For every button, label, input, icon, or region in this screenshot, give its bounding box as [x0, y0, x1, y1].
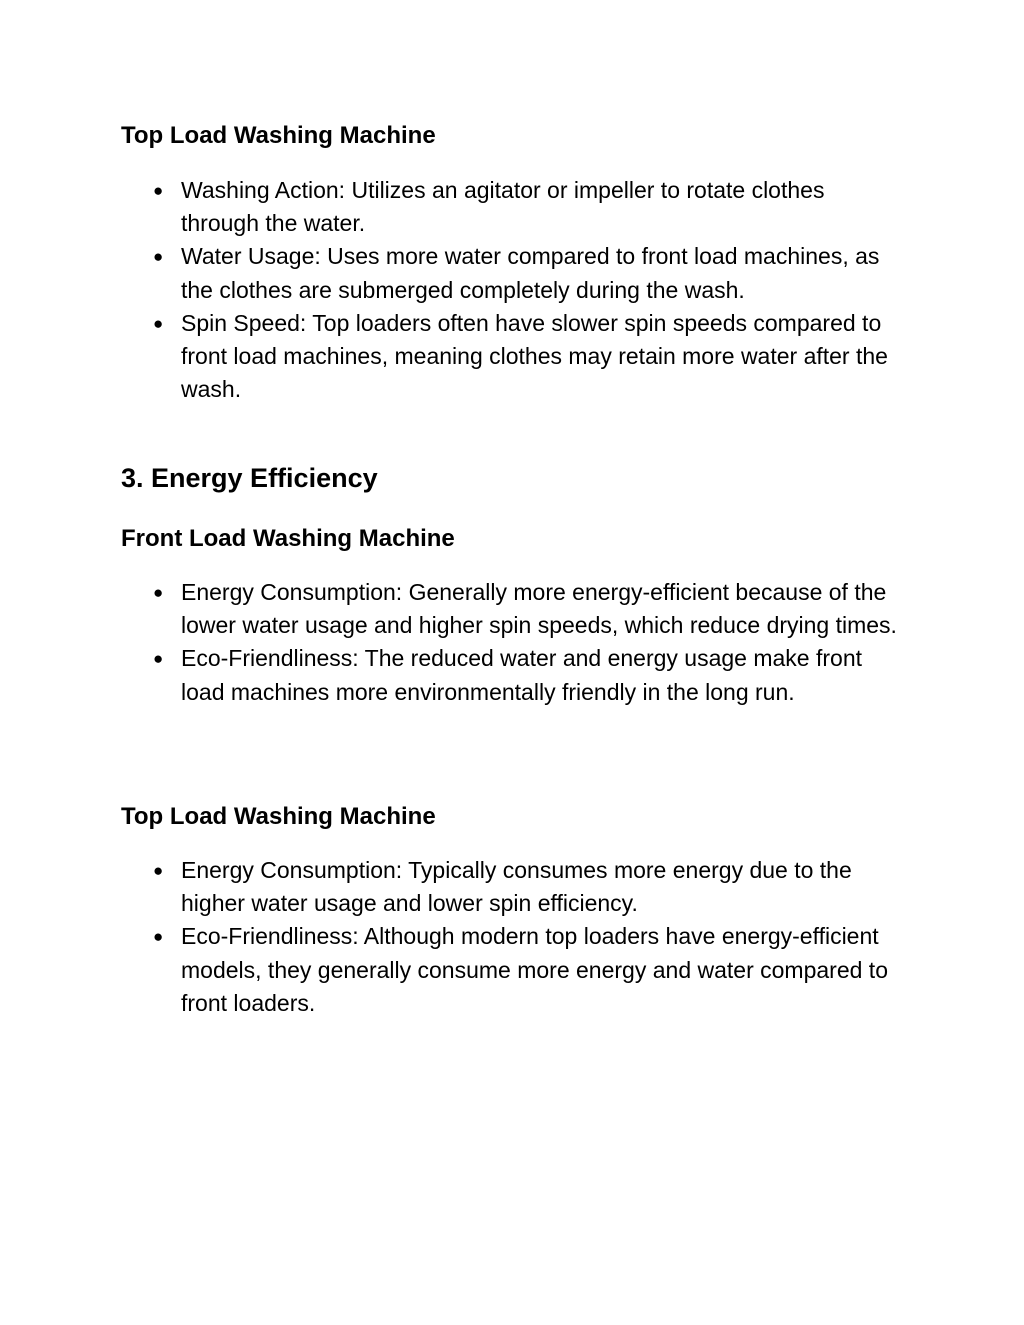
- subheading-top-load-1: Top Load Washing Machine: [121, 122, 436, 149]
- list-item: [121, 576, 901, 642]
- bullet-icon: ●: [153, 583, 164, 602]
- bullet-icon: ●: [153, 649, 164, 669]
- list-item: [121, 854, 901, 920]
- bullet-list-top-load-2: [121, 854, 901, 1020]
- list-item: [121, 174, 901, 240]
- bullet-icon: ●: [153, 861, 164, 880]
- subheading-front-load: Front Load Washing Machine: [121, 525, 455, 552]
- list-item-text: Spin Speed: Top loaders often have slower spin speeds compared to front load machines, meaning clothes may retain more water after the wash.: [181, 309, 888, 403]
- list-item-text: Eco-Friendliness: The reduced water and energy usage make front load machines more environmentally friendly in the long run.: [181, 645, 863, 705]
- list-item-text: Eco-Friendliness: Although modern top loaders have energy-efficient models, they generally consume more energy and water compared to front loaders.: [181, 923, 888, 1016]
- list-item-text: Water Usage: Uses more water compared to front load machines, as the clothes are submerged completely during the wash.: [181, 243, 880, 303]
- list-item: [121, 307, 901, 407]
- bullet-icon: ●: [153, 927, 164, 947]
- bullet-list-top-load-1: [121, 174, 901, 406]
- list-item: [121, 642, 901, 708]
- subheading-top-load-2: Top Load Washing Machine: [121, 803, 436, 830]
- section-heading-energy-efficiency: 3. Energy Efficiency: [121, 463, 378, 493]
- list-item: [121, 920, 901, 1020]
- list-item: [121, 240, 901, 306]
- list-item-text: Energy Consumption: Typically consumes more energy due to the higher water usage and lower spin efficiency.: [181, 857, 852, 917]
- bullet-icon: ●: [153, 247, 164, 267]
- list-item-text: Energy Consumption: Generally more energy-efficient because of the lower water usage and higher spin speeds, which reduce drying times.: [181, 579, 897, 639]
- bullet-icon: ●: [153, 181, 164, 200]
- bullet-list-front-load: [121, 576, 901, 709]
- list-item-text: Washing Action: Utilizes an agitator or impeller to rotate clothes through the water.: [181, 177, 825, 237]
- bullet-icon: ●: [153, 313, 164, 333]
